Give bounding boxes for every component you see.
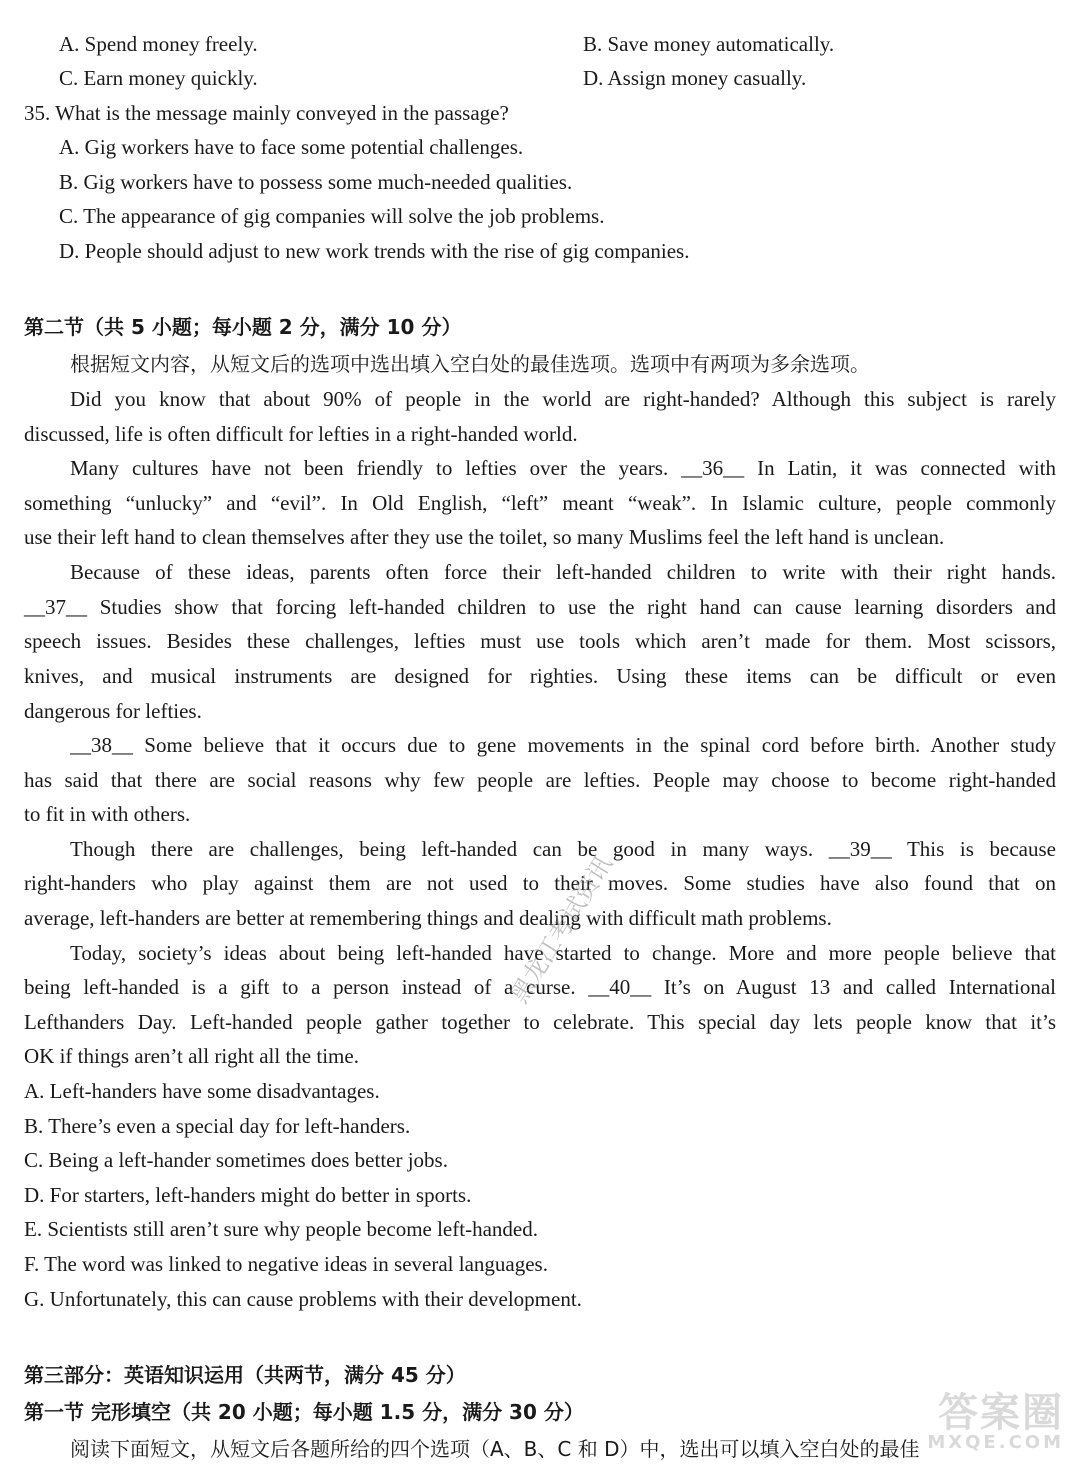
passage-line: knives, and musical instruments are designed for righties. Using these items can be difficult or even (24, 664, 1056, 688)
q35-option-c: C. The appearance of gig companies will solve the job problems. (59, 204, 605, 228)
q34-option-b: B. Save money automatically. (583, 32, 835, 56)
passage-line: Today, society’s ideas about being left-handed have started to change. More and more people believe that (70, 941, 1056, 965)
site-logo (874, 1381, 1064, 1451)
passage-line: dangerous for lefties. (24, 699, 202, 723)
passage-line: Did you know that about 90% of people in the world are right-handed? Although this subject is rarely (70, 387, 1056, 411)
section2-instruction: 根据短文内容，从短文后的选项中选出填入空白处的最佳选项。选项中有两项为多余选项。 (70, 352, 870, 376)
option-e: E. Scientists still aren’t sure why people become left-handed. (24, 1217, 538, 1242)
part3-instruction: 阅读下面短文，从短文后各题所给的四个选项（A、B、C 和 D）中，选出可以填入空白处的最佳 (70, 1437, 920, 1461)
q34-option-c: C. Earn money quickly. (59, 66, 258, 90)
logo-sub: MXQE.COM (927, 1432, 1064, 1453)
q35-option-a: A. Gig workers have to face some potential challenges. (59, 135, 524, 159)
part3-subheading: 第一节 完形填空（共 20 小题；每小题 1.5 分，满分 30 分） (24, 1400, 584, 1424)
passage-line: Lefthanders Day. Left-handed people gather together to celebrate. This special day lets people know that it’s (24, 1010, 1056, 1034)
watermark: 黑龙江考试资讯 (505, 850, 618, 1009)
option-a: A. Left-handers have some disadvantages. (24, 1079, 380, 1103)
passage-line: has said that there are social reasons why few people are lefties. People may choose to become right-handed (24, 768, 1056, 792)
passage-line: being left-handed is a gift to a person instead of a curse. __40__ It’s on August 13 and called International (24, 975, 1056, 999)
logo-text: 答案圈 (938, 1390, 1064, 1436)
passage-line: __38__ Some believe that it occurs due to gene movements in the spinal cord before birth. Another study (70, 733, 1056, 757)
option-b: B. There’s even a special day for left-handers. (24, 1113, 411, 1138)
q34-option-a: A. Spend money freely. (59, 32, 258, 56)
passage-line: Because of these ideas, parents often force their left-handed children to write with their right hands. (70, 560, 1056, 584)
q34-option-d: D. Assign money casually. (583, 66, 807, 90)
passage-line: something “unlucky” and “evil”. In Old English, “left” meant “weak”. In Islamic culture, people commonly (24, 491, 1056, 515)
q35-stem: 35. What is the message mainly conveyed in the passage? (24, 101, 509, 125)
option-d: D. For starters, left-handers might do better in sports. (24, 1182, 472, 1207)
part3-heading: 第三部分：英语知识运用（共两节，满分 45 分） (24, 1363, 466, 1387)
q35-option-b: B. Gig workers have to possess some much-needed qualities. (59, 170, 573, 194)
passage-line: use their left hand to clean themselves after they use the toilet, so many Muslims feel the left hand is unclean. (24, 525, 945, 549)
passage-line: average, left-handers are better at remembering things and dealing with difficult math problems. (24, 906, 832, 930)
passage-line: right-handers who play against them are not used to their moves. Some studies have also found that on (24, 871, 1056, 895)
q35-option-d: D. People should adjust to new work trends with the rise of gig companies. (59, 239, 690, 263)
passage-line: Many cultures have not been friendly to lefties over the years. __36__ In Latin, it was connected with (70, 456, 1056, 480)
option-f: F. The word was linked to negative ideas in several languages. (24, 1252, 548, 1276)
passage-line: Though there are challenges, being left-handed can be good in many ways. __39__ This is because (70, 837, 1056, 861)
passage-line: __37__ Studies show that forcing left-handed children to use the right hand can cause learning disorders and (24, 595, 1056, 619)
section2-heading: 第二节（共 5 小题；每小题 2 分，满分 10 分） (24, 315, 462, 339)
option-c: C. Being a left-hander sometimes does better jobs. (24, 1148, 448, 1173)
option-g: G. Unfortunately, this can cause problems with their development. (24, 1286, 582, 1311)
passage-line: to fit in with others. (24, 802, 191, 826)
passage-line: speech issues. Besides these challenges, lefties must use tools which aren’t made for them. Most scissors, (24, 629, 1056, 653)
passage-line: discussed, life is often difficult for lefties in a right-handed world. (24, 422, 578, 446)
passage-line: OK if things aren’t all right all the time. (24, 1044, 359, 1068)
